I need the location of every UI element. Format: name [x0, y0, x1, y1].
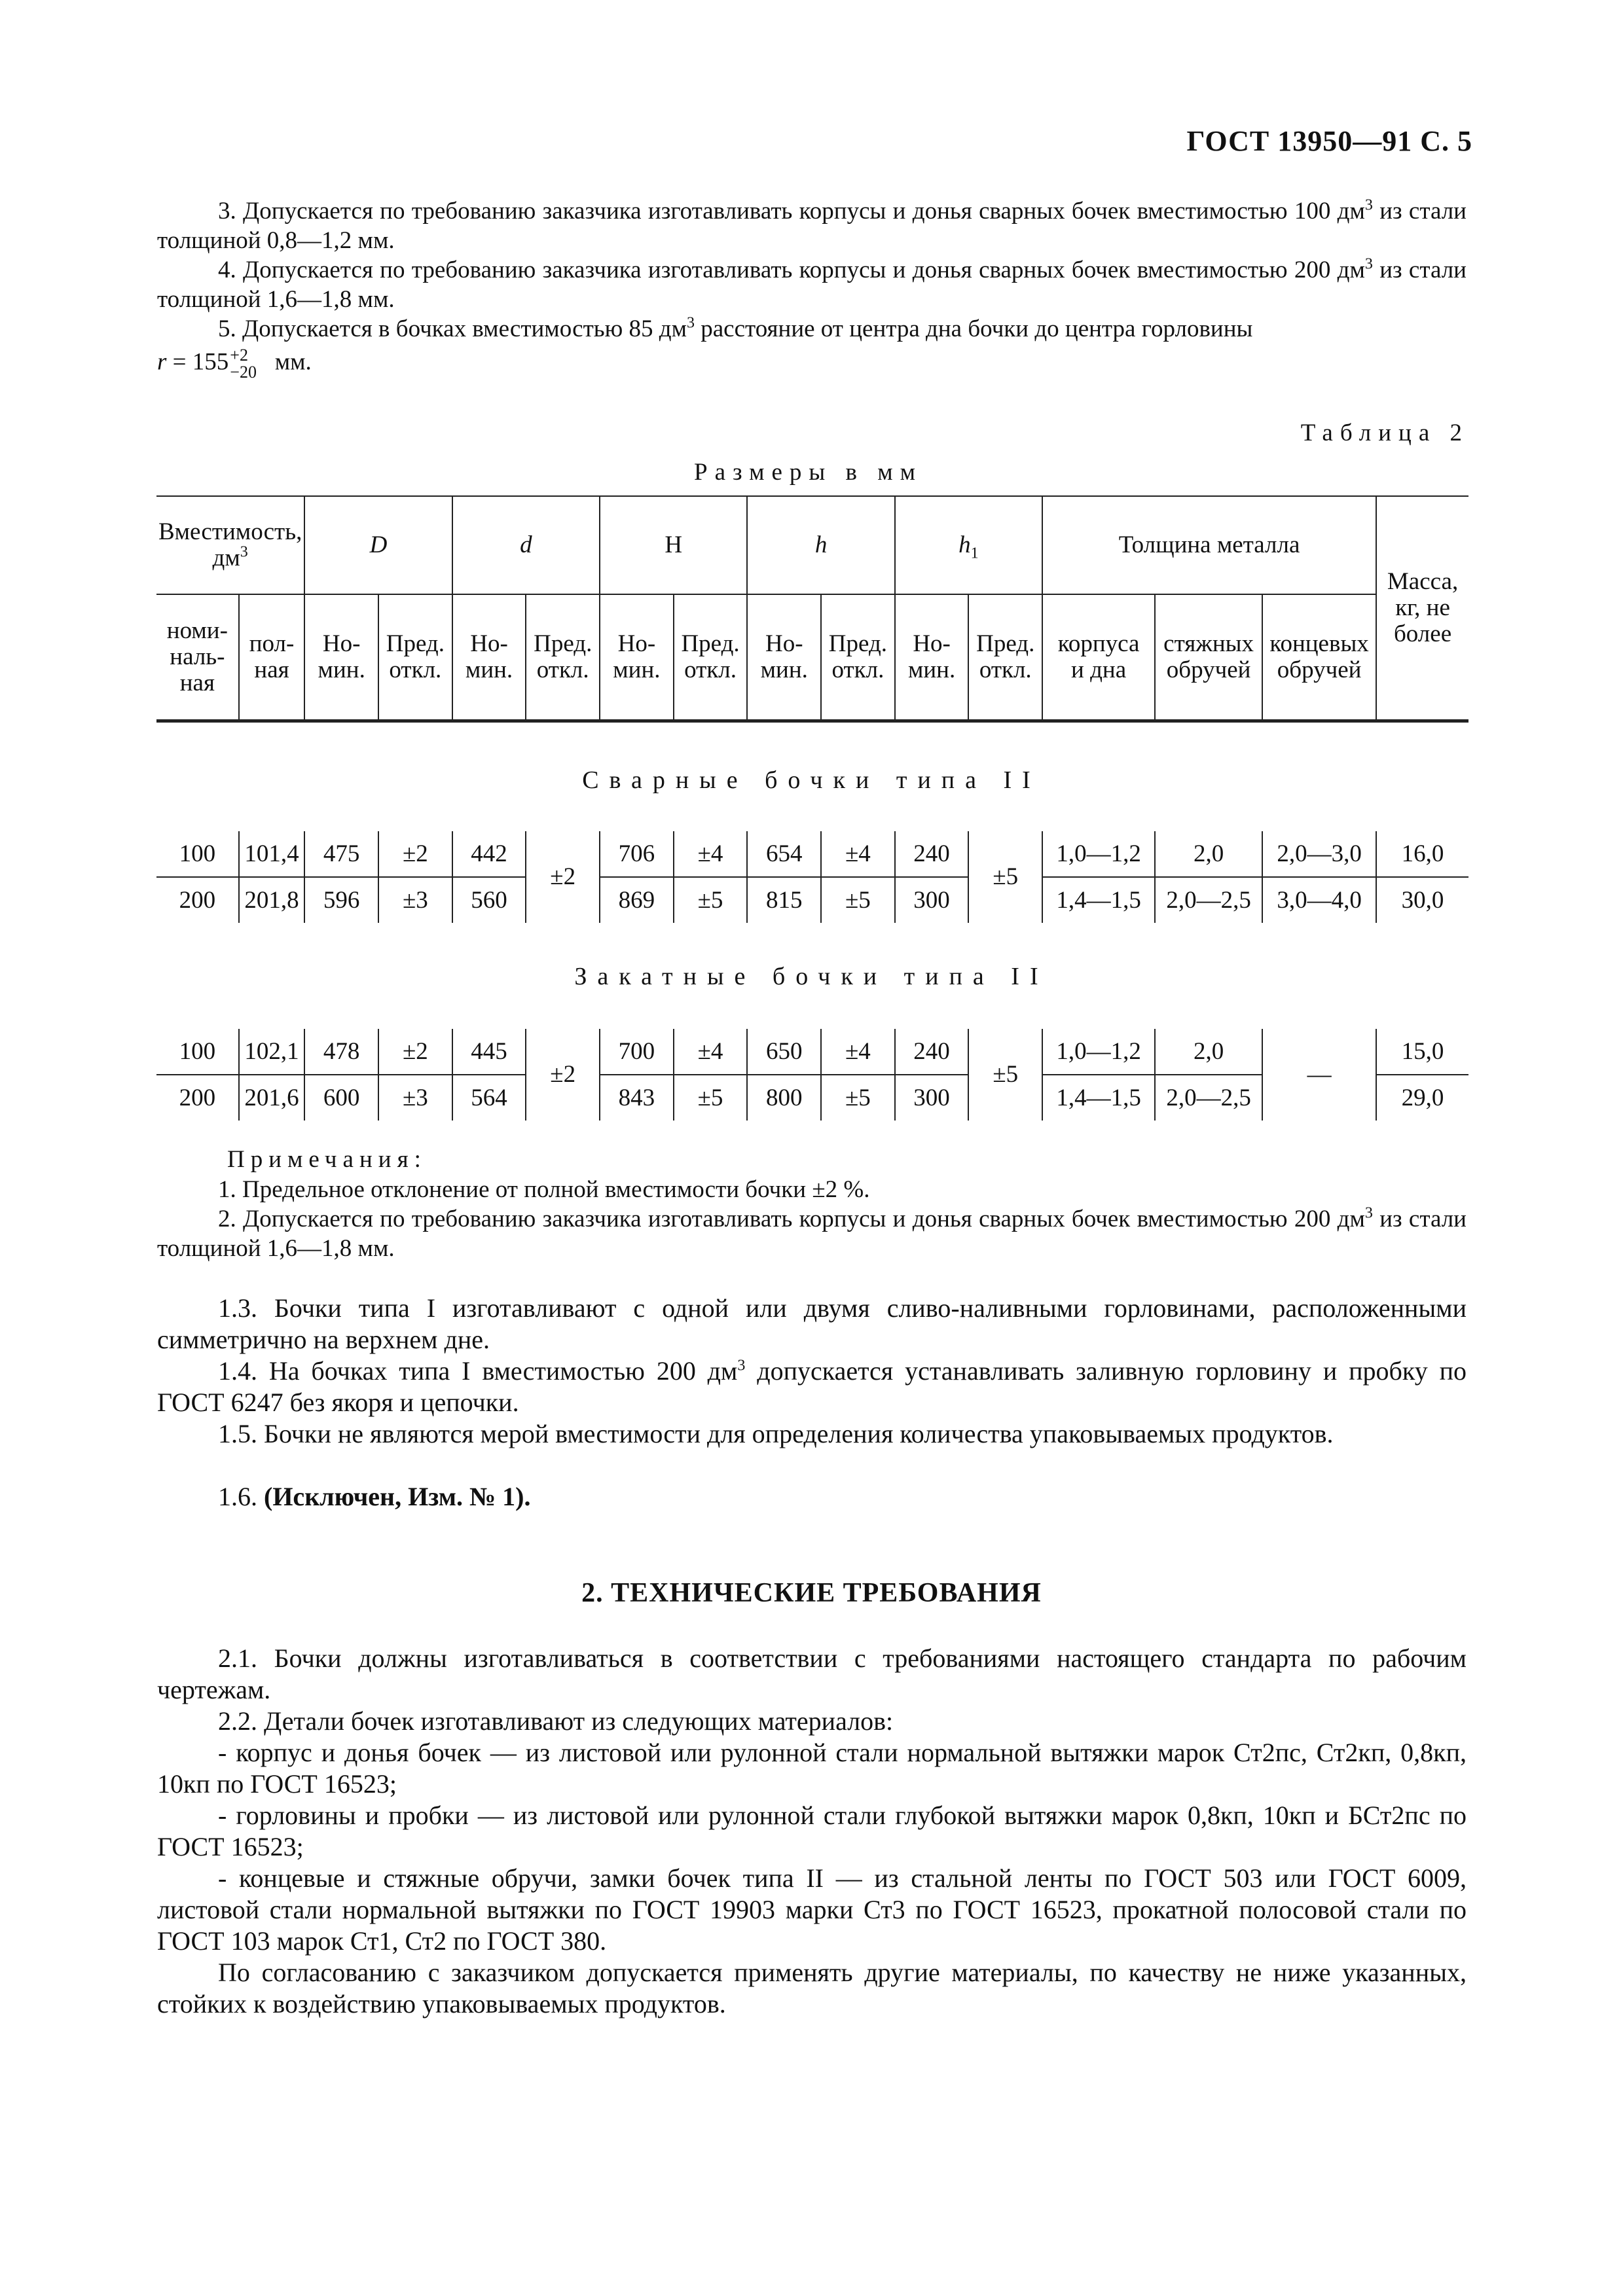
cell-tie: 2,0—2,5: [1155, 1075, 1262, 1121]
cell-D-dev: ±2: [378, 831, 452, 877]
table-row: [156, 877, 1468, 923]
notes-title: Примечания:: [227, 1146, 427, 1173]
cell-tie: 2,0: [1155, 831, 1262, 877]
cell-H-dev: ±4: [674, 831, 748, 877]
col-tie-thickness: стяжных обручей: [1155, 594, 1262, 721]
para-agreement: По согласованию с заказчиком допускается применять другие материалы, по качеству не ниже указанных, стойких к воздействию упаковываемых продуктов.: [157, 1958, 1467, 2018]
cell-body: 1,4—1,5: [1042, 1075, 1155, 1121]
cell-end: —: [1262, 1029, 1376, 1121]
col-h-dev: Пред. откл.: [821, 594, 895, 721]
cell-full: 201,8: [239, 877, 305, 923]
para-2-2: 2.2. Детали бочек изготавливают из следующих материалов:: [218, 1706, 894, 1736]
cell-nominal: 200: [179, 1084, 216, 1111]
cell-full: 102,1: [239, 1029, 305, 1075]
material-item: - корпус и донья бочек — из листовой или рулонной стали нормальной вытяжки марок Ст2пс, Ст2кп, 0,8кп, 10кп по ГОСТ 16523;: [157, 1738, 1467, 1799]
page-header: ГОСТ 13950—91 С. 5: [1186, 125, 1472, 157]
cell-mass: 29,0: [1376, 1075, 1468, 1121]
col-d-dev: Пред. откл.: [526, 594, 600, 721]
table-row: [156, 831, 1468, 877]
cell-body: 1,4—1,5: [1042, 877, 1155, 923]
table-rolled: [156, 1029, 1468, 1121]
col-d-nom: Но-мин.: [452, 594, 526, 721]
col-H-nom: Но-мин.: [600, 594, 674, 721]
col-h: h: [747, 496, 894, 594]
cell-H: 843: [600, 1075, 674, 1121]
col-h-nom: Но-мин.: [747, 594, 821, 721]
note-4: 4. Допускается по требованию заказчика изготавливать корпусы и донья сварных бочек вместимостью 200 $дм^3$ из стали толщиной 1,6—1,8 мм.: [157, 255, 1467, 313]
cell-H-dev: ±4: [674, 1029, 748, 1075]
cell-D: 596: [304, 877, 378, 923]
cell-full: 201,6: [239, 1075, 305, 1121]
cell-d-dev: ±2: [526, 831, 600, 923]
cell-h: 815: [747, 877, 821, 923]
cell-H-dev: ±5: [674, 877, 748, 923]
cell-tie: 2,0: [1155, 1029, 1262, 1075]
col-D-nom: Но-мин.: [304, 594, 378, 721]
section-title-welded: Сварные бочки типа II: [582, 766, 1041, 794]
cell-h1: 300: [895, 877, 969, 923]
table-welded: [156, 831, 1468, 923]
cell-H-dev: ±5: [674, 1075, 748, 1121]
col-h1-nom: Но-мин.: [895, 594, 969, 721]
col-H-dev: Пред. откл.: [674, 594, 748, 721]
para-1-5: 1.5. Бочки не являются мерой вместимости для определения количества упаковываемых продуктов.: [218, 1419, 1334, 1448]
cell-d-dev: ±2: [526, 1029, 600, 1121]
cell-nominal: 100: [156, 1029, 239, 1075]
cell-H: 869: [600, 877, 674, 923]
table-label: Таблица 2: [1300, 420, 1469, 446]
col-D-dev: Пред. откл.: [378, 594, 452, 721]
cell-h1: 240: [895, 831, 969, 877]
col-H: H: [600, 496, 747, 594]
para-1-6: 1.6. (Исключен, Изм. № 1).: [218, 1482, 531, 1511]
para-1-4: 1.4. На бочках типа I вместимостью 200 $дм^3$ допускается устанавливать заливную горловину и пробку по ГОСТ 6247 без якоря и цепочки.: [157, 1356, 1467, 1417]
table-caption: Размеры в мм: [694, 459, 923, 486]
cell-h: 800: [747, 1075, 821, 1121]
cell-D-dev: ±3: [378, 877, 452, 923]
col-nominal: номи-наль-ная: [156, 594, 239, 721]
col-D: D: [304, 496, 452, 594]
cell-mass: 30,0: [1376, 877, 1468, 923]
cell-nominal: 100: [156, 831, 239, 877]
cell-h1-dev: ±5: [968, 1029, 1042, 1121]
cell-D-dev: ±3: [378, 1075, 452, 1121]
cell-D: 475: [304, 831, 378, 877]
cell-nominal: 200: [179, 886, 216, 914]
cell-h: 654: [747, 831, 821, 877]
cell-full: 101,4: [239, 831, 305, 877]
cell-end: 3,0—4,0: [1262, 877, 1376, 923]
col-mass: Масса, кг, не более: [1376, 496, 1468, 721]
cell-d: 442: [452, 831, 526, 877]
cell-h-dev: ±4: [821, 1029, 895, 1075]
col-capacity: Вместимость, $дм^3$: [156, 496, 304, 594]
cell-D: 478: [304, 1029, 378, 1075]
col-body-thickness: корпуса и дна: [1042, 594, 1155, 721]
cell-d: 445: [452, 1029, 526, 1075]
notes-1: 1. Предельное отклонение от полной вместимости бочки ±2 %.: [218, 1176, 870, 1203]
cell-d: 560: [452, 877, 526, 923]
col-h1: $h_1$: [895, 496, 1042, 594]
cell-h1-dev: ±5: [968, 831, 1042, 923]
cell-D: 600: [304, 1075, 378, 1121]
cell-h: 650: [747, 1029, 821, 1075]
cell-mass: 15,0: [1376, 1029, 1468, 1075]
col-thickness: Толщина металла: [1042, 496, 1376, 594]
material-item: - горловины и пробки — из листовой или рулонной стали глубокой вытяжки марок 0,8кп, 10кп и БСт2пс по ГОСТ 16523;: [157, 1801, 1467, 1861]
note-5-formula: r = 155 +2 −20 мм.: [157, 346, 312, 382]
cell-d: 564: [452, 1075, 526, 1121]
section-2-title: 2. ТЕХНИЧЕСКИЕ ТРЕБОВАНИЯ: [581, 1578, 1042, 1608]
col-full: пол-ная: [239, 594, 305, 721]
col-h1-dev: Пред. откл.: [968, 594, 1042, 721]
note-3: 3. Допускается по требованию заказчика изготавливать корпусы и донья сварных бочек вместимостью 100 $дм^3$ из стали толщиной 0,8—1,2 мм.: [157, 196, 1467, 254]
cell-h-dev: ±4: [821, 831, 895, 877]
cell-body: 1,0—1,2: [1042, 1029, 1155, 1075]
para-1-3: 1.3. Бочки типа I изготавливают с одной или двумя сливо-наливными горловинами, расположенными симметрично на верхнем дне.: [157, 1293, 1467, 1354]
cell-h-dev: ±5: [821, 877, 895, 923]
cell-H: 700: [600, 1029, 674, 1075]
cell-mass: 16,0: [1376, 831, 1468, 877]
notes-2: 2. Допускается по требованию заказчика изготавливать корпусы и донья сварных бочек вместимостью 200 $дм^3$ из стали толщиной 1,6—1,8 мм.: [157, 1204, 1467, 1262]
cell-body: 1,0—1,2: [1042, 831, 1155, 877]
cell-h1: 300: [895, 1075, 969, 1121]
cell-h-dev: ±5: [821, 1075, 895, 1121]
cell-H: 706: [600, 831, 674, 877]
table-row: [156, 1029, 1468, 1075]
note-5: 5. Допускается в бочках вместимостью 85 $дм^3$ расстояние от центра дна бочки до центра горловины: [218, 314, 1253, 342]
material-item: - концевые и стяжные обручи, замки бочек типа II — из стальной ленты по ГОСТ 503 или ГОСТ 6009, листовой стали нормальной вытяжки по ГОСТ 19903 марки Ст3 по ГОСТ 16523, прокатной полосовой стали по ГОСТ 103 марок Ст1, Ст2 по ГОСТ 380.: [157, 1863, 1467, 1956]
col-d: d: [452, 496, 600, 594]
cell-end: 2,0—3,0: [1262, 831, 1376, 877]
cell-tie: 2,0—2,5: [1155, 877, 1262, 923]
col-end-thickness: концевых обручей: [1262, 594, 1376, 721]
table-header: [156, 495, 1468, 723]
cell-D-dev: ±2: [378, 1029, 452, 1075]
para-2-1: 2.1. Бочки должны изготавливаться в соответствии с требованиями настоящего стандарта по рабочим чертежам.: [157, 1643, 1467, 1704]
cell-h1: 240: [895, 1029, 969, 1075]
section-title-rolled: Закатные бочки типа II: [574, 963, 1049, 990]
